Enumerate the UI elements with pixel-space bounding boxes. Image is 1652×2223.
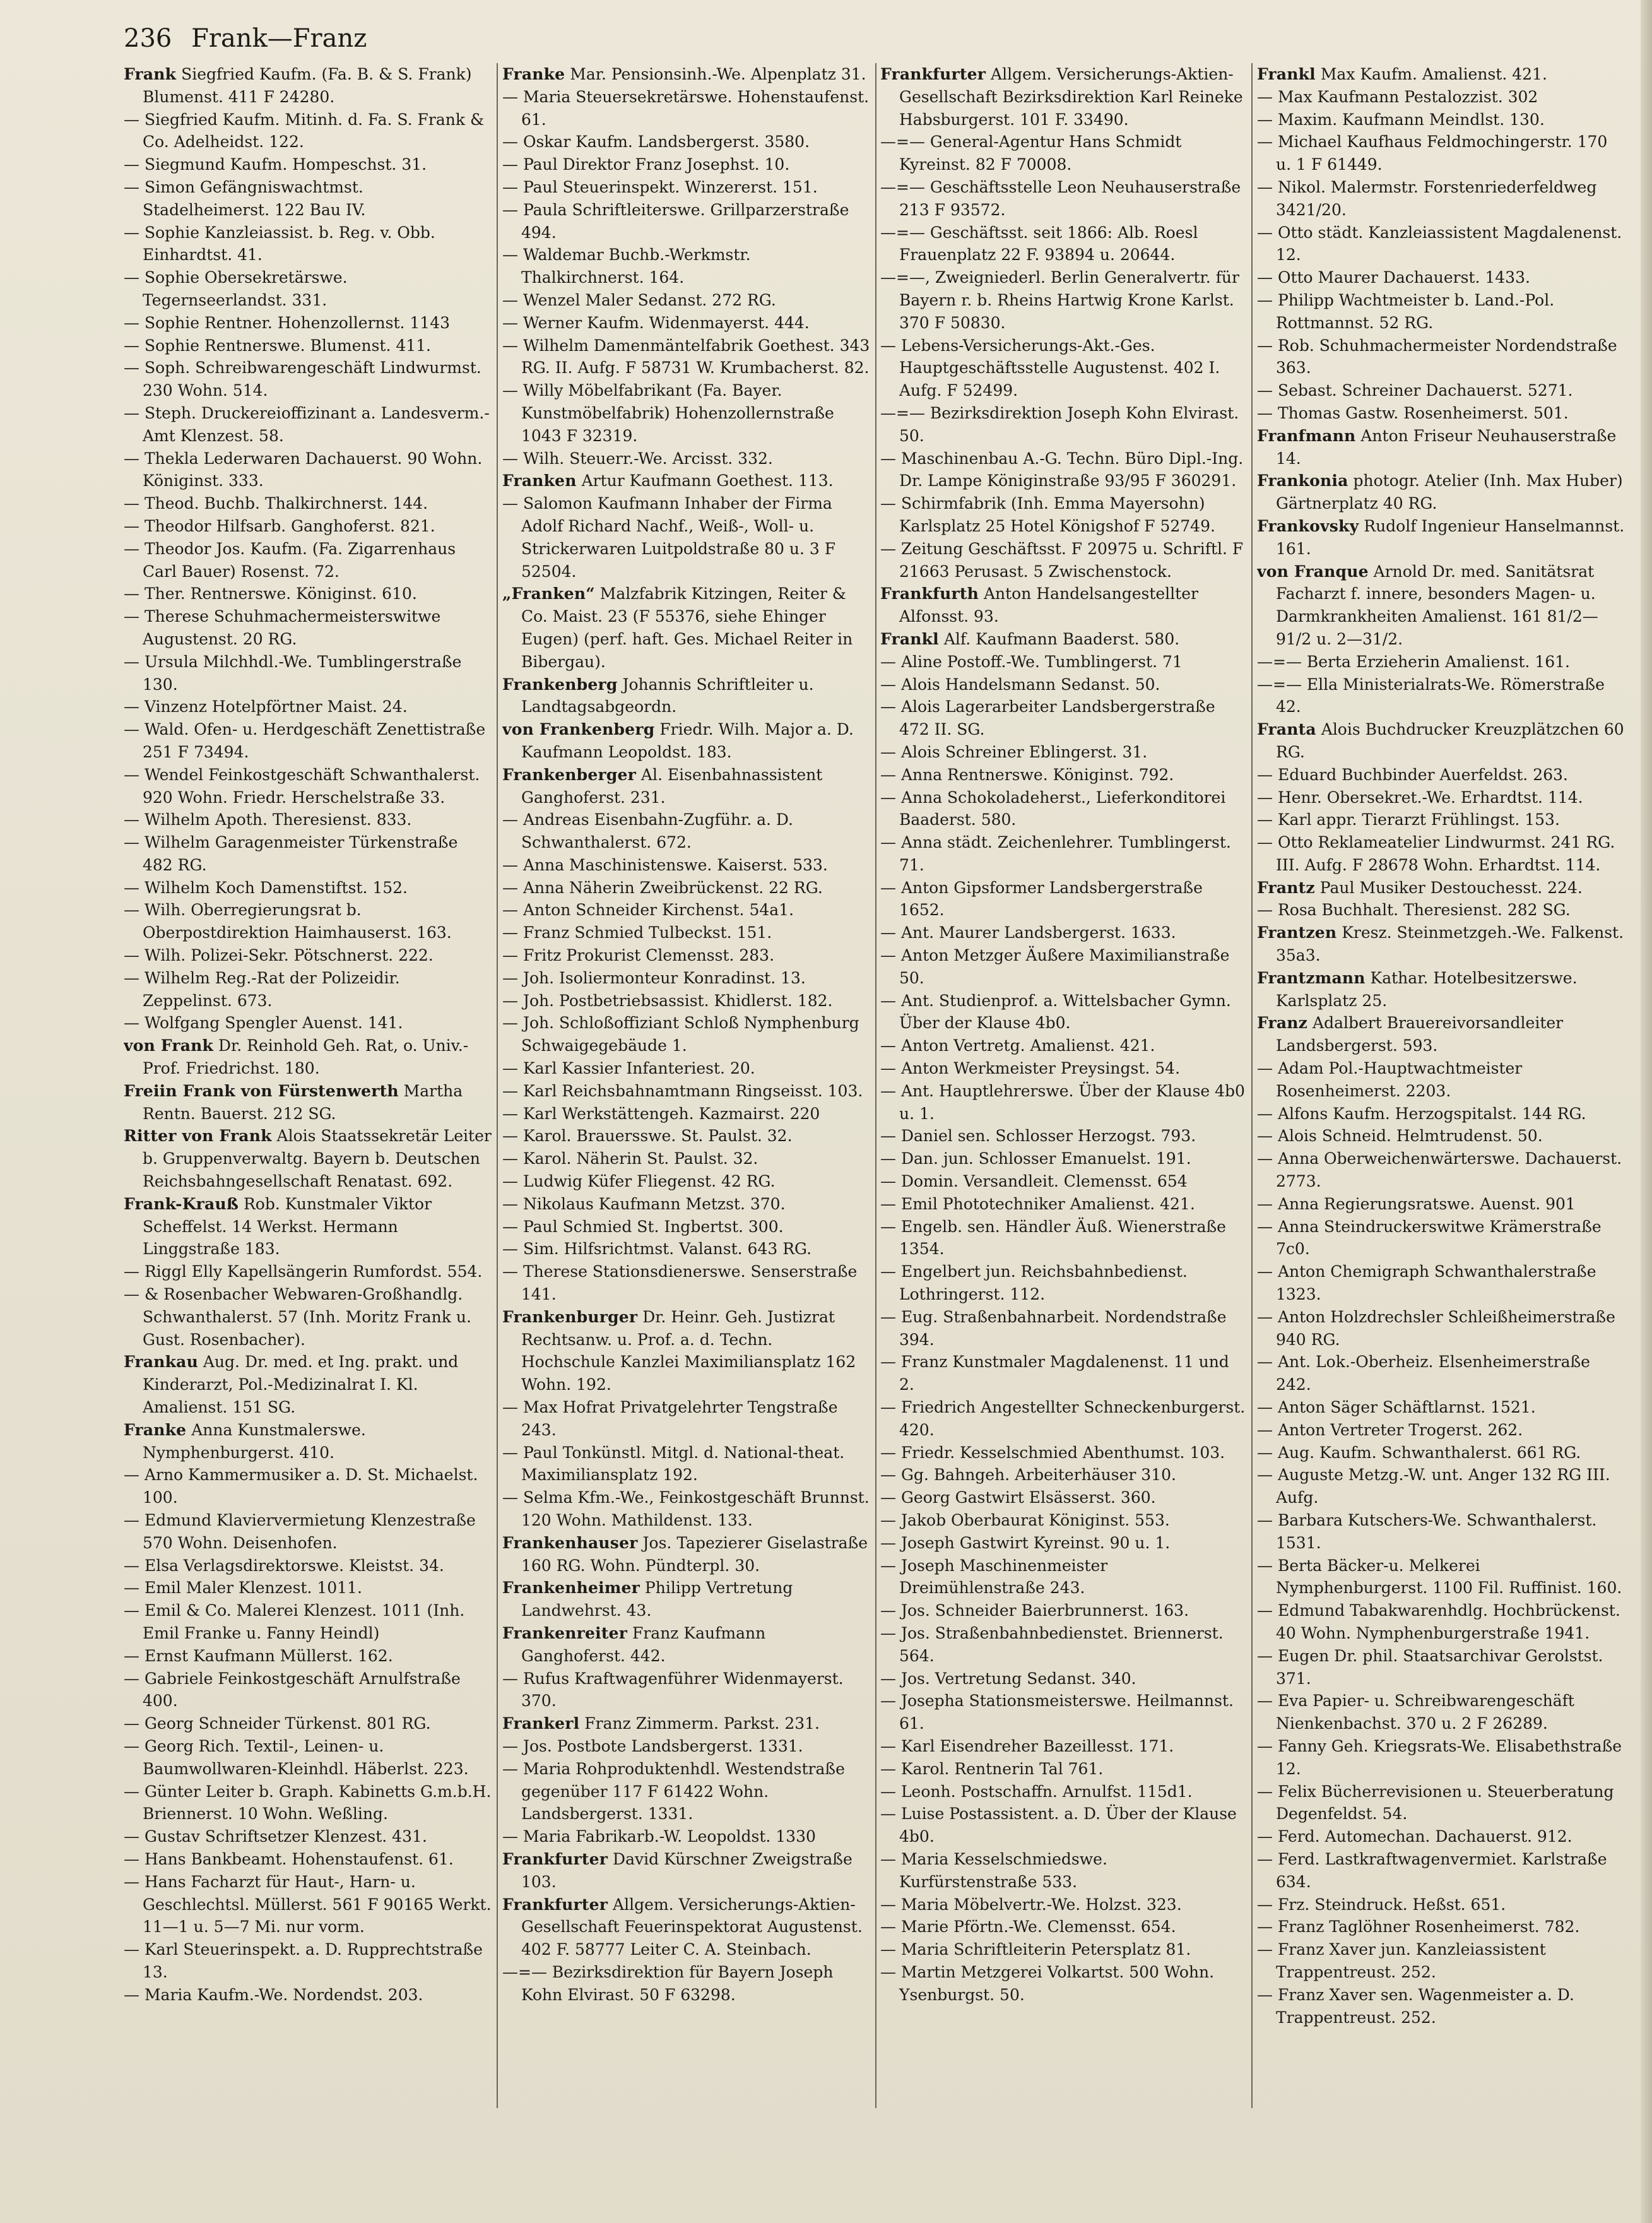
directory-entry: — Fanny Geh. Kriegsrats-We. Elisabethstraße 12. [1257, 1736, 1622, 1778]
directory-entry: — Alois Schreiner Eblingerst. 31. [880, 742, 1148, 761]
directory-entry: — Wilh. Steuerr.-We. Arcisst. 332. [502, 449, 773, 468]
directory-entry: — Felix Bücherrevisionen u. Steuerberatung Degenfeldst. 54. [1257, 1782, 1614, 1823]
directory-entry: Ritter von Frank Alois Staatssekretär Leiter b. Gruppenverwaltg. Bayern b. Deutschen Reichsbahngesellschaft Renatast. 692. [124, 1127, 492, 1191]
directory-entry: — Franz Xaver sen. Wagenmeister a. D. Trappentreust. 252. [1257, 1985, 1574, 2027]
directory-entry: — Alfons Kaufm. Herzogspitalst. 144 RG. [1257, 1104, 1586, 1123]
directory-entry: — Gustav Schriftsetzer Klenzest. 431. [124, 1827, 427, 1846]
directory-entry: — Ther. Rentnerswe. Königinst. 610. [124, 584, 417, 603]
directory-entry: — Anna Maschinistenswe. Kaiserst. 533. [502, 855, 828, 874]
directory-entry: Frankenberg Johannis Schriftleiter u. Landtagsabgeordn. [502, 675, 814, 716]
directory-entry: — Therese Schuhmachermeisterswitwe Augustenst. 20 RG. [124, 607, 441, 648]
directory-entry: — Anton Holzdrechsler Schleißheimerstraße 940 RG. [1257, 1307, 1615, 1349]
directory-entry: — Maria Schriftleiterin Petersplatz 81. [880, 1940, 1191, 1959]
directory-entry: — Dan. jun. Schlosser Emanuelst. 191. [880, 1149, 1191, 1168]
directory-entry: —=— Bezirksdirektion für Bayern Joseph Kohn Elvirast. 50 F 63298. [502, 1962, 834, 2004]
directory-entry: — Anna Schokoladeherst., Lieferkonditorei Baaderst. 580. [880, 788, 1226, 829]
directory-entry: Frankovsky Rudolf Ingenieur Hanselmannst. 161. [1257, 516, 1625, 558]
directory-entry: — Jos. Postbote Landsbergerst. 1331. [502, 1736, 803, 1755]
directory-entry: Franta Alois Buchdrucker Kreuzplätzchen 60 RG. [1257, 720, 1624, 761]
directory-entry: Frankl Max Kaufm. Amalienst. 421. [1257, 65, 1547, 83]
directory-entry: — & Rosenbacher Webwaren-Großhandlg. Schwanthalerst. 57 (Inh. Moritz Frank u. Gust. Rosenbacher). [124, 1285, 471, 1349]
directory-entry: — Jos. Schneider Baierbrunnerst. 163. [880, 1601, 1189, 1620]
directory-entry: — Theodor Jos. Kaufm. (Fa. Zigarrenhaus Carl Bauer) Rosenst. 72. [124, 539, 456, 581]
directory-entry: — Steph. Druckereioffizinant a. Landesverm.-Amt Klenzest. 58. [124, 403, 490, 445]
directory-entry: — Anton Säger Schäftlarnst. 1521. [1257, 1398, 1536, 1417]
directory-entry: — Jos. Vertretung Sedanst. 340. [880, 1669, 1136, 1688]
directory-entry: — Werner Kaufm. Widenmayerst. 444. [502, 313, 810, 332]
directory-entry: — Karl Steuerinspekt. a. D. Rupprechtstraße 13. [124, 1940, 483, 1981]
column-1 [124, 63, 492, 2007]
directory-entry: — Anna Oberweichenwärterswe. Dachauerst. 2773. [1257, 1149, 1622, 1191]
directory-entry: — Wolfgang Spengler Auenst. 141. [124, 1014, 403, 1033]
directory-entry: — Salomon Kaufmann Inhaber der Firma Adolf Richard Nachf., Weiß-, Woll- u. Strickerwaren Luitpoldstraße 80 u. 3 F 52504. [502, 494, 836, 581]
directory-entry: — Michael Kaufhaus Feldmochingerstr. 170 u. 1 F 61449. [1257, 133, 1608, 174]
directory-entry: — Anna Regierungsratswe. Auenst. 901 [1257, 1194, 1576, 1213]
directory-entry: — Karl Reichsbahnamtmann Ringseisst. 103. [502, 1081, 863, 1100]
directory-entry: — Alois Lagerarbeiter Landsbergerstraße 472 II. SG. [880, 697, 1215, 739]
directory-entry: — Wilhelm Apoth. Theresienst. 833. [124, 810, 412, 829]
directory-entry: — Paula Schriftleiterswe. Grillparzerstraße 494. [502, 200, 849, 242]
directory-entry: — Edmund Tabakwarenhdlg. Hochbrückenst. 40 Wohn. Nymphenburgerstraße 1941. [1257, 1601, 1620, 1642]
directory-entry: — Ernst Kaufmann Müllerst. 162. [124, 1646, 393, 1665]
directory-entry: — Andreas Eisenbahn-Zugführ. a. D. Schwanthalerst. 672. [502, 810, 793, 852]
directory-entry: — Emil Phototechniker Amalienst. 421. [880, 1194, 1195, 1213]
directory-entry: — Otto Maurer Dachauerst. 1433. [1257, 268, 1530, 287]
directory-entry: —=— Geschäftsst. seit 1866: Alb. Roesl Frauenplatz 22 F. 93894 u. 20644. [880, 223, 1198, 264]
directory-entry: — Sophie Rentnerswe. Blumenst. 411. [124, 336, 431, 355]
directory-entry: — Friedrich Angestellter Schneckenburgerst. 420. [880, 1398, 1246, 1439]
directory-entry: Frantz Paul Musiker Destouchesst. 224. [1257, 878, 1583, 897]
directory-entry: — Marie Pförtn.-We. Clemensst. 654. [880, 1918, 1176, 1936]
directory-entry: — Maria Fabrikarb.-W. Leopoldst. 1330 [502, 1827, 816, 1846]
directory-entry: — Frz. Steindruck. Heßst. 651. [1257, 1895, 1506, 1914]
directory-entry: Franke Anna Kunstmalerswe. Nymphenburgerst. 410. [124, 1420, 366, 1462]
directory-entry: — Aline Postoff.-We. Tumblingerst. 71 [880, 652, 1183, 671]
directory-entry: „Franken“ Malzfabrik Kitzingen, Reiter & Co. Maist. 23 (F 55376, siehe Ehinger Eugen) (perf. haft. Ges. Michael Reiter in Bibergau). [502, 584, 853, 671]
directory-entry: — Ferd. Lastkraftwagenvermiet. Karlstraße 634. [1257, 1849, 1607, 1891]
directory-entry: — Ant. Studienprof. a. Wittelsbacher Gymn. Über der Klause 4b0. [880, 991, 1231, 1033]
directory-entry: Frankenheimer Philipp Vertretung Landwehrst. 43. [502, 1579, 793, 1620]
directory-entry: Frantzen Kresz. Steinmetzgeh.-We. Falkenst. 35a3. [1257, 923, 1624, 965]
directory-entry: — Karl Eisendreher Bazeillesst. 171. [880, 1736, 1174, 1755]
directory-entry: — Engelb. sen. Händler Äuß. Wienerstraße 1354. [880, 1217, 1226, 1259]
page-edge [1641, 0, 1652, 2223]
directory-entry: — Anton Schneider Kirchenst. 54a1. [502, 901, 794, 920]
directory-entry: — Maria Steuersekretärswe. Hohenstaufenst. 61. [502, 87, 870, 129]
directory-entry: — Franz Xaver jun. Kanzleiassistent Trappentreust. 252. [1257, 1940, 1546, 1981]
directory-entry: — Anna städt. Zeichenlehrer. Tumblingerst. 71. [880, 833, 1231, 874]
directory-entry: Frankerl Franz Zimmerm. Parkst. 231. [502, 1714, 820, 1733]
directory-entry: — Alois Handelsmann Sedanst. 50. [880, 675, 1160, 694]
directory-entry: — Sophie Obersekretärswe. Tegernseerlandst. 331. [124, 268, 348, 309]
directory-entry: Frankenreiter Franz Kaufmann Ganghoferst. 442. [502, 1623, 766, 1665]
directory-entry: — Joseph Gastwirt Kyreinst. 90 u. 1. [880, 1533, 1171, 1552]
directory-entry: — Theodor Hilfsarb. Ganghoferst. 821. [124, 516, 435, 535]
directory-entry: — Thekla Lederwaren Dachauerst. 90 Wohn. Königinst. 333. [124, 449, 483, 490]
directory-entry: — Rufus Kraftwagenführer Widenmayerst. 370. [502, 1669, 844, 1710]
directory-entry: — Anna Rentnerswe. Königinst. 792. [880, 765, 1174, 784]
directory-entry: — Joh. Isoliermonteur Konradinst. 13. [502, 968, 806, 987]
directory-entry: — Sophie Rentner. Hohenzollernst. 1143 [124, 313, 451, 332]
directory-entry: — Ursula Milchhdl.-We. Tumblingerstraße 130. [124, 652, 462, 694]
directory-entry: — Günter Leiter b. Graph. Kabinetts G.m.b.H. Briennerst. 10 Wohn. Weßling. [124, 1782, 492, 1823]
directory-entry: Franke Mar. Pensionsinh.-We. Alpenplatz 31. [502, 65, 866, 83]
directory-entry: — Karl Kassier Infanteriest. 20. [502, 1059, 755, 1078]
directory-entry: — Gg. Bahngeh. Arbeiterhäuser 310. [880, 1466, 1176, 1485]
directory-entry: — Schirmfabrik (Inh. Emma Mayersohn) Karlsplatz 25 Hotel Königshof F 52749. [880, 494, 1215, 535]
directory-entry: — Elsa Verlagsdirektorswe. Kleistst. 34. [124, 1556, 444, 1575]
directory-entry: — Anton Vertreter Trogerst. 262. [1257, 1420, 1523, 1439]
directory-entry: von Frankenberg Friedr. Wilh. Major a. D. Kaufmann Leopoldst. 183. [502, 720, 854, 761]
directory-entry: — Joseph Maschinenmeister Dreimühlenstraße 243. [880, 1556, 1108, 1598]
directory-entry: —=— Berta Erzieherin Amalienst. 161. [1257, 652, 1570, 671]
directory-entry: —=— Geschäftsstelle Leon Neuhauserstraße 213 F 93572. [880, 177, 1241, 219]
directory-entry: — Wilhelm Damenmäntelfabrik Goethest. 343 RG. II. Aufg. F 58731 W. Krumbacherst. 82. [502, 336, 870, 377]
directory-entry: — Maschinenbau A.-G. Techn. Büro Dipl.-Ing. Dr. Lampe Königinstraße 93/95 F 360291. [880, 449, 1244, 490]
directory-entry: — Simon Gefängniswachtmst. Stadelheimerst. 122 Bau IV. [124, 177, 366, 219]
directory-entry: — Sebast. Schreiner Dachauerst. 5271. [1257, 381, 1573, 400]
directory-entry: — Hans Bankbeamt. Hohenstaufenst. 61. [124, 1849, 454, 1868]
directory-entry: — Zeitung Geschäftsst. F 20975 u. Schriftl. F 21663 Perusast. 5 Zwischenstock. [880, 539, 1244, 581]
directory-entry: von Franque Arnold Dr. med. Sanitätsrat Facharzt f. innere, besonders Magen- u. Darmkrankheiten Amalienst. 161 81/2—91/2 u. 2—31/2. [1257, 562, 1598, 648]
directory-entry: — Lebens-Versicherungs-Akt.-Ges. Hauptgeschäftsstelle Augustenst. 402 I. Aufg. F 52499. [880, 336, 1220, 400]
directory-entry: — Siegfried Kaufm. Mitinh. d. Fa. S. Frank & Co. Adelheidst. 122. [124, 110, 485, 151]
directory-entry: — Paul Schmied St. Ingbertst. 300. [502, 1217, 784, 1236]
directory-entry: — Paul Steuerinspekt. Winzererst. 151. [502, 177, 818, 196]
directory-entry: — Ant. Maurer Landsbergerst. 1633. [880, 923, 1176, 942]
column-divider [875, 63, 876, 2108]
column-4 [1257, 63, 1625, 2029]
directory-entry: — Joh. Postbetriebsassist. Khidlerst. 182. [502, 991, 833, 1010]
directory-entry: — Wald. Ofen- u. Herdgeschäft Zenettistraße 251 F 73494. [124, 720, 486, 761]
directory-entry: Frankfurter Allgem. Versicherungs-Aktien-Gesellschaft Feuerinspektorat Augustenst. 402 F. 58777 Leiter C. A. Steinbach. [502, 1895, 863, 1959]
directory-entry: — Franz Kunstmaler Magdalenenst. 11 und 2. [880, 1353, 1229, 1394]
directory-entry: — Anton Gipsformer Landsbergerstraße 1652. [880, 878, 1203, 920]
directory-entry: — Engelbert jun. Reichsbahnbedienst. Lothringerst. 112. [880, 1262, 1188, 1304]
directory-entry: — Therese Stationsdienerswe. Senserstraße 141. [502, 1262, 858, 1304]
directory-entry: — Domin. Versandleit. Clemensst. 654 [880, 1172, 1188, 1191]
directory-entry: — Selma Kfm.-We., Feinkostgeschäft Brunnst. 120 Wohn. Mathildenst. 133. [502, 1488, 870, 1529]
directory-entry: Frankfurter Allgem. Versicherungs-Aktien-Gesellschaft Bezirksdirektion Karl Reineke Habsburgerst. 101 F. 33490. [880, 65, 1243, 129]
directory-entry: Frankonia photogr. Atelier (Inh. Max Huber) Gärtnerplatz 40 RG. [1257, 471, 1623, 513]
directory-entry: Franz Adalbert Brauereivorsandleiter Landsbergerst. 593. [1257, 1014, 1564, 1055]
directory-entry: — Rob. Schuhmachermeister Nordendstraße 363. [1257, 336, 1617, 377]
directory-entry: — Henr. Obersekret.-We. Erhardtst. 114. [1257, 788, 1583, 807]
directory-entry: Frank Siegfried Kaufm. (Fa. B. & S. Frank) Blumenst. 411 F 24280. [124, 65, 472, 106]
directory-entry: — Anton Chemigraph Schwanthalerstraße 1323. [1257, 1262, 1596, 1304]
directory-entry: — Franz Schmied Tulbeckst. 151. [502, 923, 772, 942]
directory-entry: — Max Hofrat Privatgelehrter Tengstraße 243. [502, 1398, 838, 1439]
directory-entry: — Wendel Feinkostgeschäft Schwanthalerst. 920 Wohn. Friedr. Herschelstraße 33. [124, 765, 480, 807]
directory-entry: — Otto städt. Kanzleiassistent Magdalenenst. 12. [1257, 223, 1622, 264]
directory-entry: — Thomas Gastw. Rosenheimerst. 501. [1257, 403, 1569, 422]
directory-entry: Frantzmann Kathar. Hotelbesitzerswe. Karlsplatz 25. [1257, 968, 1578, 1010]
directory-entry: — Wilh. Oberregierungsrat b. Oberpostdirektion Haimhauserst. 163. [124, 901, 452, 942]
directory-entry: Freiin Frank von Fürstenwerth Martha Rentn. Bauerst. 212 SG. [124, 1081, 463, 1123]
directory-entry: — Aug. Kaufm. Schwanthalerst. 661 RG. [1257, 1443, 1581, 1462]
directory-entry: — Anna Steindruckerswitwe Krämerstraße 7c0. [1257, 1217, 1602, 1259]
page-header [124, 16, 367, 61]
directory-entry: — Auguste Metzg.-W. unt. Anger 132 RG III. Aufg. [1257, 1466, 1610, 1507]
directory-entry: — Martin Metzgerei Volkartst. 500 Wohn. Ysenburgst. 50. [880, 1962, 1215, 2004]
directory-entry: — Joh. Schloßoffiziant Schloß Nymphenburg Schwaigegebäude 1. [502, 1014, 859, 1055]
directory-entry: — Maria Möbelvertr.-We. Holzst. 323. [880, 1895, 1182, 1914]
directory-entry: — Leonh. Postschaffn. Arnulfst. 115d1. [880, 1782, 1193, 1801]
directory-entry: — Rosa Buchhalt. Theresienst. 282 SG. [1257, 901, 1571, 920]
directory-entry: — Adam Pol.-Hauptwachtmeister Rosenheimerst. 2203. [1257, 1059, 1523, 1100]
directory-entry: — Philipp Wachtmeister b. Land.-Pol. Rottmannst. 52 RG. [1257, 290, 1555, 332]
directory-entry: Frankenberger Al. Eisenbahnassistent Ganghoferst. 231. [502, 765, 823, 807]
directory-entry: — Karl Werkstättengeh. Kazmairst. 220 [502, 1104, 820, 1123]
directory-entry: — Karol. Rentnerin Tal 761. [880, 1759, 1104, 1778]
directory-entry: — Nikol. Malermstr. Forstenriederfeldweg 3421/20. [1257, 177, 1597, 219]
directory-entry: — Gabriele Feinkostgeschäft Arnulfstraße 400. [124, 1669, 461, 1710]
directory-entry: — Max Kaufmann Pestalozzist. 302 [1257, 87, 1538, 106]
directory-entry: Frankenhauser Jos. Tapezierer Giselastraße 160 RG. Wohn. Pündterpl. 30. [502, 1533, 868, 1575]
directory-entry: Franfmann Anton Friseur Neuhauserstraße 14. [1257, 426, 1617, 468]
directory-entry: —=— General-Agentur Hans Schmidt Kyreinst. 82 F 70008. [880, 133, 1182, 174]
directory-entry: — Eduard Buchbinder Auerfeldst. 263. [1257, 765, 1568, 784]
directory-entry: — Riggl Elly Kapellsängerin Rumfordst. 554. [124, 1262, 483, 1281]
directory-entry: — Karl appr. Tierarzt Frühlingst. 153. [1257, 810, 1560, 829]
directory-entry: Frankau Aug. Dr. med. et Ing. prakt. und Kinderarzt, Pol.-Medizinalrat I. Kl. Amalienst. 151 SG. [124, 1353, 459, 1417]
directory-entry: Frankfurth Anton Handelsangestellter Alfonsst. 93. [880, 584, 1198, 626]
column-2 [502, 63, 871, 2007]
directory-entry: — Emil Maler Klenzest. 1011. [124, 1579, 362, 1598]
running-title: Frank—Franz [191, 24, 367, 53]
directory-entry: — Georg Rich. Textil-, Leinen- u. Baumwollwaren-Kleinhdl. Häberlst. 223. [124, 1736, 469, 1778]
directory-entry: — Wilhelm Garagenmeister Türkenstraße 482 RG. [124, 833, 458, 874]
directory-entry: — Maria Rohproduktenhdl. Westendstraße gegenüber 117 F 61422 Wohn. Landsbergerst. 1331. [502, 1759, 845, 1823]
directory-entry: — Theod. Buchb. Thalkirchnerst. 144. [124, 494, 428, 513]
directory-entry: — Siegmund Kaufm. Hompeschst. 31. [124, 155, 427, 174]
column-3 [880, 63, 1249, 2007]
directory-entry: — Jakob Oberbaurat Königinst. 553. [880, 1511, 1170, 1529]
directory-entry: — Ferd. Automechan. Dachauerst. 912. [1257, 1827, 1572, 1846]
directory-entry: — Anna Näherin Zweibrückenst. 22 RG. [502, 878, 823, 897]
directory-entry: — Luise Postassistent. a. D. Über der Klause 4b0. [880, 1805, 1237, 1846]
directory-entry: — Alois Schneid. Helmtrudenst. 50. [1257, 1127, 1543, 1146]
directory-entry: — Oskar Kaufm. Landsbergerst. 3580. [502, 133, 810, 151]
directory-entry: — Anton Werkmeister Preysingst. 54. [880, 1059, 1181, 1078]
directory-entry: —=— Ella Ministerialrats-We. Römerstraße 42. [1257, 675, 1605, 716]
directory-entry: — Barbara Kutschers-We. Schwanthalerst. 1531. [1257, 1511, 1597, 1552]
directory-entry: — Wilh. Polizei-Sekr. Pötschnerst. 222. [124, 946, 434, 965]
directory-entry: Frankenburger Dr. Heinr. Geh. Justizrat Rechtsanw. u. Prof. a. d. Techn. Hochschule Kanzlei Maximiliansplatz 162 Wohn. 192. [502, 1307, 856, 1394]
directory-entry: — Fritz Prokurist Clemensst. 283. [502, 946, 775, 965]
directory-entry: — Friedr. Kesselschmied Abenthumst. 103. [880, 1443, 1225, 1462]
directory-entry: — Wilhelm Koch Damenstiftst. 152. [124, 878, 408, 897]
directory-entry: — Georg Schneider Türkenst. 801 RG. [124, 1714, 431, 1733]
page-number: 236 [124, 24, 172, 53]
directory-entry: — Karol. Brauersswe. St. Paulst. 32. [502, 1127, 793, 1146]
directory-entry: Frankfurter David Kürschner Zweigstraße 103. [502, 1849, 853, 1891]
directory-entry: von Frank Dr. Reinhold Geh. Rat, o. Univ.-Prof. Friedrichst. 180. [124, 1036, 469, 1078]
directory-entry: — Eug. Straßenbahnarbeit. Nordendstraße 394. [880, 1307, 1227, 1349]
directory-entry: Franken Artur Kaufmann Goethest. 113. [502, 471, 834, 490]
directory-entry: — Anton Vertretg. Amalienst. 421. [880, 1036, 1155, 1055]
directory-entry: — Georg Gastwirt Elsässerst. 360. [880, 1488, 1156, 1507]
directory-entry: — Soph. Schreibwarengeschäft Lindwurmst. 230 Wohn. 514. [124, 359, 481, 400]
directory-entry: — Ludwig Küfer Fliegenst. 42 RG. [502, 1172, 776, 1191]
directory-entry: — Ant. Lok.-Oberheiz. Elsenheimerstraße 242. [1257, 1353, 1590, 1394]
directory-entry: — Paul Direktor Franz Josephst. 10. [502, 155, 790, 174]
directory-entry: — Franz Taglöhner Rosenheimerst. 782. [1257, 1918, 1580, 1936]
directory-entry: —=— Bezirksdirektion Joseph Kohn Elvirast. 50. [880, 403, 1239, 445]
directory-entry: — Sim. Hilfsrichtmst. Valanst. 643 RG. [502, 1240, 812, 1259]
directory-entry: — Paul Tonkünstl. Mitgl. d. National-theat. Maximiliansplatz 192. [502, 1443, 845, 1485]
directory-entry: — Willy Möbelfabrikant (Fa. Bayer. Kunstmöbelfabrik) Hohenzollernstraße 1043 F 32319. [502, 381, 834, 445]
directory-entry: Frank-Krauß Rob. Kunstmaler Viktor Scheffelst. 14 Werkst. Hermann Linggstraße 183. [124, 1194, 432, 1259]
directory-entry: Frankl Alf. Kaufmann Baaderst. 580. [880, 629, 1180, 648]
directory-entry: — Karol. Näherin St. Paulst. 32. [502, 1149, 758, 1168]
column-divider [1251, 63, 1253, 2108]
directory-entry: — Edmund Klaviervermietung Klenzestraße 570 Wohn. Deisenhofen. [124, 1511, 476, 1552]
directory-entry: — Anton Metzger Äußere Maximilianstraße 50. [880, 946, 1230, 987]
directory-entry: — Ant. Hauptlehrerswe. Über der Klause 4b0 u. 1. [880, 1081, 1245, 1123]
directory-entry: — Hans Facharzt für Haut-, Harn- u. Geschlechtsl. Müllerst. 561 F 90165 Werkt. 11—1 u. 5—7 Mi. nur vorm. [124, 1872, 492, 1936]
directory-entry: — Josepha Stationsmeisterswe. Heilmannst. 61. [880, 1692, 1234, 1733]
directory-entry: — Eugen Dr. phil. Staatsarchivar Gerolstst. 371. [1257, 1646, 1603, 1688]
column-divider [497, 63, 498, 2108]
directory-entry: — Vinzenz Hotelpförtner Maist. 24. [124, 697, 408, 716]
directory-entry: — Nikolaus Kaufmann Metzst. 370. [502, 1194, 786, 1213]
directory-entry: — Emil & Co. Malerei Klenzest. 1011 (Inh. Emil Franke u. Fanny Heindl) [124, 1601, 465, 1642]
directory-entry: — Jos. Straßenbahnbedienstet. Briennerst. 564. [880, 1623, 1224, 1665]
directory-entry: — Waldemar Buchb.-Werkmstr. Thalkirchnerst. 164. [502, 246, 751, 287]
directory-entry: — Wilhelm Reg.-Rat der Polizeidir. Zeppelinst. 673. [124, 968, 400, 1010]
directory-entry: — Berta Bäcker-u. Melkerei Nymphenburgerst. 1100 Fil. Ruffinist. 160. [1257, 1556, 1622, 1598]
directory-entry: — Maria Kesselschmiedswe. Kurfürstenstraße 533. [880, 1849, 1107, 1891]
directory-entry: —=—, Zweigniederl. Berlin Generalvertr. für Bayern r. b. Rheins Hartwig Krone Karlst. 370 F 50830. [880, 268, 1239, 332]
directory-entry: — Wenzel Maler Sedanst. 272 RG. [502, 290, 776, 309]
directory-entry: — Otto Reklameatelier Lindwurmst. 241 RG. III. Aufg. F 28678 Wohn. Erhardtst. 114. [1257, 833, 1615, 874]
directory-entry: — Arno Kammermusiker a. D. St. Michaelst. 100. [124, 1466, 478, 1507]
directory-entry: — Maxim. Kaufmann Meindlst. 130. [1257, 110, 1545, 129]
directory-entry: — Maria Kaufm.-We. Nordendst. 203. [124, 1985, 423, 2004]
directory-entry: — Eva Papier- u. Schreibwarengeschäft Nienkenbachst. 370 u. 2 F 26289. [1257, 1692, 1574, 1733]
directory-entry: — Sophie Kanzleiassist. b. Reg. v. Obb. Einhardtst. 41. [124, 223, 435, 264]
directory-entry: — Daniel sen. Schlosser Herzogst. 793. [880, 1127, 1196, 1146]
